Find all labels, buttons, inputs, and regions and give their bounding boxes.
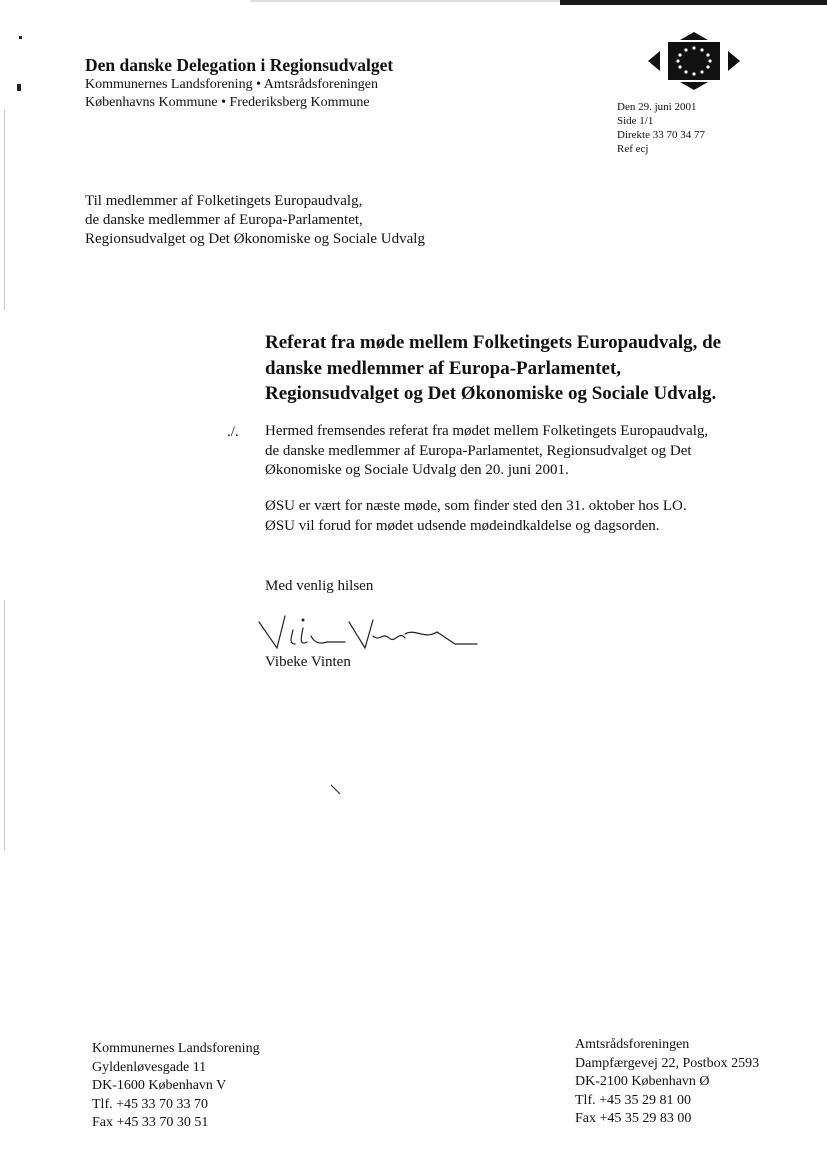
letter-date: Den 29. juni 2001 xyxy=(617,101,697,113)
scan-speck xyxy=(17,84,21,91)
direct-phone: Direkte 33 70 34 77 xyxy=(617,129,705,141)
eu-delegation-logo-icon xyxy=(648,32,740,90)
address-line: DK-2100 København Ø xyxy=(575,1074,710,1089)
body-line: de danske medlemmer af Europa-Parlamentet, Regionsudvalget og Det xyxy=(265,442,692,459)
recipients-line: Til medlemmer af Folketingets Europaudvalg, xyxy=(85,193,363,209)
scan-margin-line xyxy=(4,600,5,850)
delegation-title: Den danske Delegation i Regionsudvalget xyxy=(85,55,394,75)
address-line: Gyldenløvesgade 11 xyxy=(92,1059,207,1075)
body-paragraph-1 xyxy=(265,422,795,481)
header-members-line-2 xyxy=(85,95,370,111)
member-arf: Amtsrådsforeningen xyxy=(263,77,379,92)
scan-margin-line xyxy=(4,110,5,310)
address-line: Fax +45 33 70 30 51 xyxy=(92,1115,209,1130)
address-line: Tlf. +45 33 70 33 70 xyxy=(92,1096,208,1112)
header-members-line-1 xyxy=(85,77,378,93)
member-fk: Frederiksberg Kommune xyxy=(229,95,370,110)
body-line: Hermed fremsendes referat fra mødet mellem Folketingets Europaudvalg, xyxy=(265,423,709,439)
body-line: ØSU er vært for næste møde, som finder sted den 31. oktober hos LO. xyxy=(265,498,687,514)
footer-address-kl xyxy=(92,1040,260,1133)
body-line: ØSU vil forud for mødet udsende mødeindkaldelse og dagsorden. xyxy=(265,517,660,534)
subject-line: Regionsudvalget og Det Økonomiske og Sociale Udvalg. xyxy=(265,383,717,404)
letter-page-number: Side 1/1 xyxy=(617,115,654,127)
subject-line: danske medlemmer af Europa-Parlamentet, xyxy=(265,357,622,379)
signatory-name: Vibeke Vinten xyxy=(265,654,351,670)
recipients-line: Regionsudvalget og Det Økonomiske og Sociale Udvalg xyxy=(85,231,425,247)
address-line: DK-1600 København V xyxy=(92,1078,227,1093)
scan-edge-top-faint xyxy=(250,0,560,2)
address-line: Tlf. +45 35 29 81 00 xyxy=(575,1092,691,1108)
separator: • xyxy=(256,77,261,92)
scan-stroke xyxy=(330,784,342,796)
subject-line: Referat fra møde mellem Folketingets Europaudvalg, de xyxy=(265,332,722,353)
footer-address-arf xyxy=(575,1036,759,1129)
address-line: Dampfærgevej 22, Postbox 2593 xyxy=(575,1055,760,1071)
body-paragraph-2 xyxy=(265,497,795,536)
scan-speck xyxy=(19,36,22,39)
enclosure-marker: ./. xyxy=(227,424,239,440)
subject-heading xyxy=(265,330,795,407)
handwritten-signature xyxy=(255,608,485,658)
scan-edge-top xyxy=(560,0,827,5)
address-line: Amtsrådsforeningen xyxy=(575,1037,690,1052)
closing: Med venlig hilsen xyxy=(265,578,374,594)
separator: • xyxy=(221,95,226,110)
recipients-line: de danske medlemmer af Europa-Parlamentet, xyxy=(85,212,363,228)
reference: Ref ecj xyxy=(617,143,649,155)
address-line: Kommunernes Landsforening xyxy=(92,1041,260,1056)
address-line: Fax +45 35 29 83 00 xyxy=(575,1111,692,1126)
member-kk: Københavns Kommune xyxy=(85,95,218,110)
body-line: Økonomiske og Sociale Udvalg den 20. juni 2001. xyxy=(265,462,569,478)
member-kl: Kommunernes Landsforening xyxy=(85,77,253,92)
